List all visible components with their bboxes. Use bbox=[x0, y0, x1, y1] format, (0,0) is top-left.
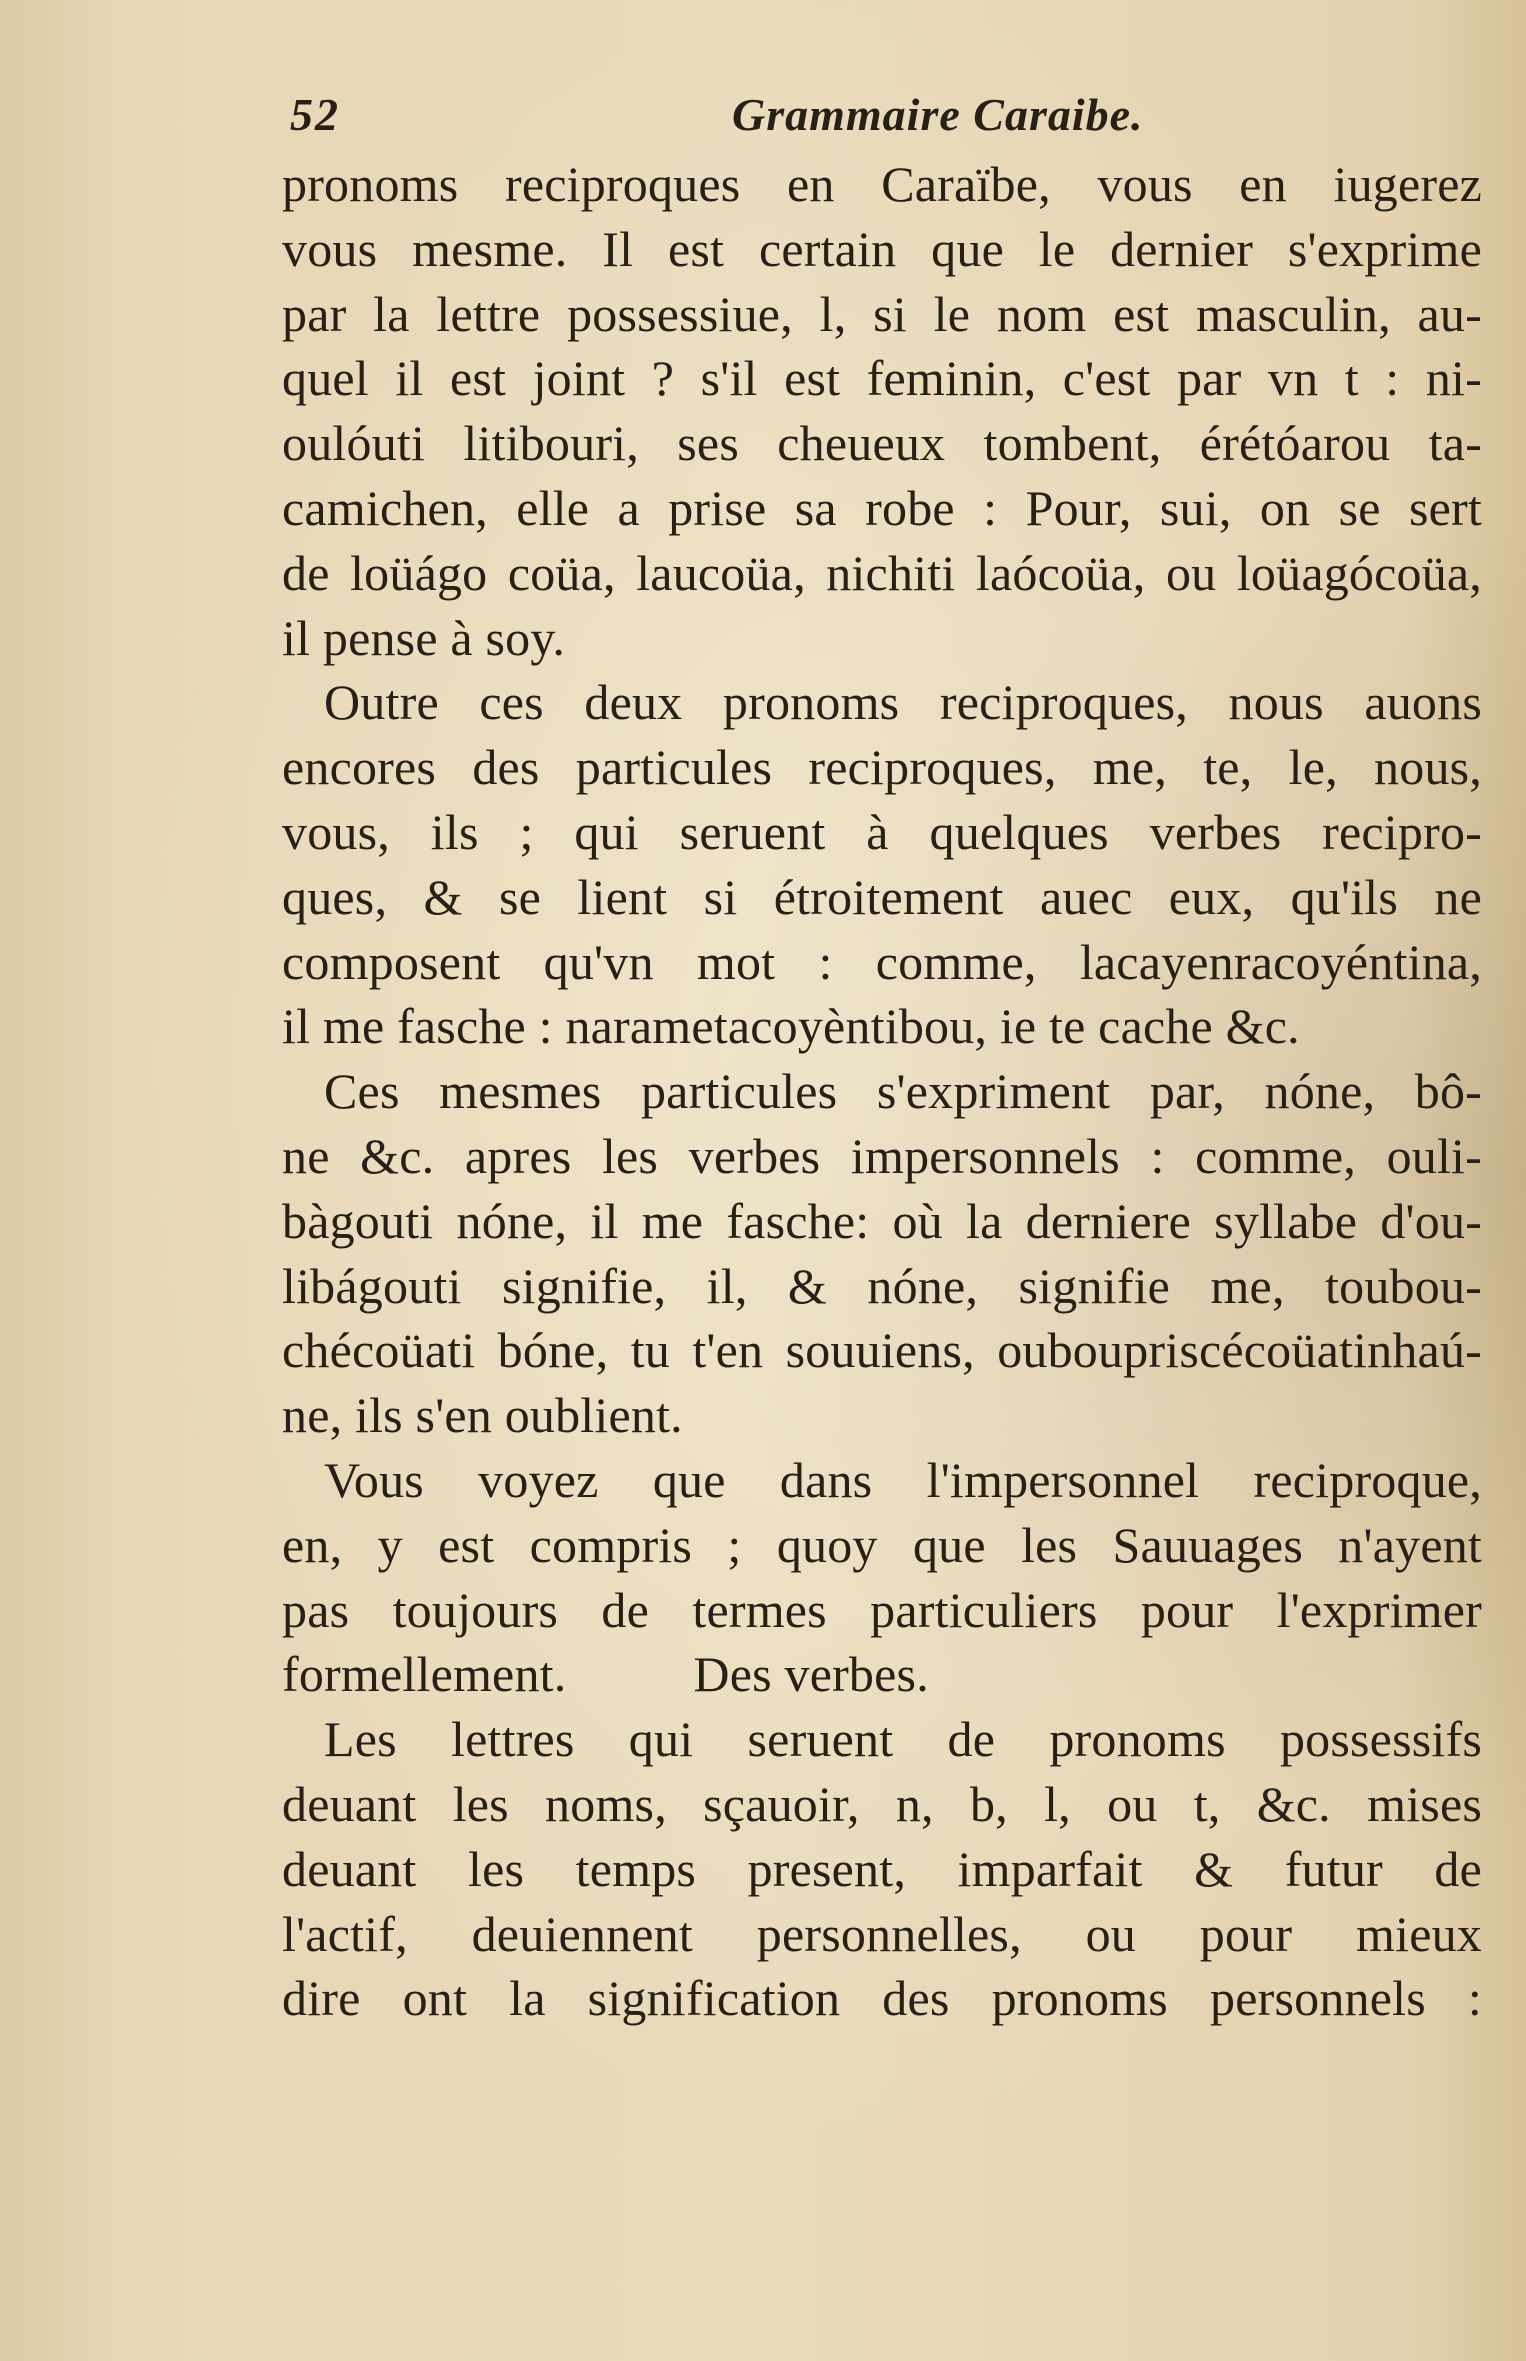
text-line: en, y est compris ; quoy que les Sauuages n'ayent bbox=[282, 1516, 1482, 1573]
text-line: ne, ils s'en oublient. bbox=[282, 1387, 683, 1444]
text-line: Les lettres qui seruent de pronoms possessifs bbox=[324, 1711, 1482, 1768]
text-line: l'actif, deuiennent personnelles, ou pour mieux bbox=[282, 1905, 1482, 1962]
text-line: pronoms reciproques en Caraïbe, vous en iugerez bbox=[282, 156, 1482, 212]
text-line: dire ont la signification des pronoms personnels : bbox=[282, 1970, 1482, 2027]
text-line: Ces mesmes particules s'expriment par, nóne, bô- bbox=[324, 1063, 1482, 1120]
running-title: Grammaire Caraibe. bbox=[732, 89, 1144, 140]
text-line: deuant les temps present, imparfait & futur de bbox=[282, 1840, 1482, 1897]
text-line: par la lettre possessiue, l, si le nom est masculin, au- bbox=[282, 285, 1482, 342]
text-line: vous, ils ; qui seruent à quelques verbes recipro- bbox=[282, 803, 1482, 860]
text-line: Vous voyez que dans l'impersonnel reciproque, bbox=[324, 1451, 1482, 1508]
text-line: Outre ces deux pronoms reciproques, nous auons bbox=[324, 674, 1482, 731]
text-line: chécoüati bóne, tu t'en souuiens, ouboupriscécoüatinhaú- bbox=[282, 1322, 1482, 1379]
text-line: vous mesme. Il est certain que le dernier s'exprime bbox=[282, 220, 1482, 277]
text-line: il me fasche : narametacoyèntibou, ie te cache &c. bbox=[282, 998, 1300, 1055]
page-header bbox=[290, 88, 1450, 148]
text-line: deuant les noms, sçauoir, n, b, l, ou t, &c. mises bbox=[282, 1775, 1482, 1832]
text-line: composent qu'vn mot : comme, lacayenracoyéntina, bbox=[282, 933, 1482, 990]
text-line: camichen, elle a prise sa robe : Pour, sui, on se sert bbox=[282, 479, 1482, 536]
text-line: quel il est joint ? s'il est feminin, c'est par vn t : ni- bbox=[282, 350, 1482, 407]
text-line: encores des particules reciproques, me, te, le, nous, bbox=[282, 739, 1482, 796]
text-line: oulóuti litibouri, ses cheueux tombent, érétóarou ta- bbox=[282, 415, 1482, 472]
text-line: libágouti signifie, il, & nóne, signifie me, toubou- bbox=[282, 1257, 1482, 1314]
page-number: 52 bbox=[290, 89, 340, 140]
text-line: ques, & se lient si étroitement auec eux, qu'ils ne bbox=[282, 868, 1482, 925]
text-line: bàgouti nóne, il me fasche: où la derniere syllabe d'ou- bbox=[282, 1192, 1482, 1249]
text-line: formellement. Des verbes. bbox=[282, 1646, 929, 1703]
text-line: de loüágo coüa, laucoüa, nichiti laócoüa, ou loüagócoüa, bbox=[282, 544, 1482, 601]
text-line: ne &c. apres les verbes impersonnels : comme, ouli- bbox=[282, 1127, 1482, 1184]
text-line: il pense à soy. bbox=[282, 609, 566, 666]
body-text bbox=[282, 152, 1482, 2031]
text-line: pas toujours de termes particuliers pour l'exprimer bbox=[282, 1581, 1482, 1638]
